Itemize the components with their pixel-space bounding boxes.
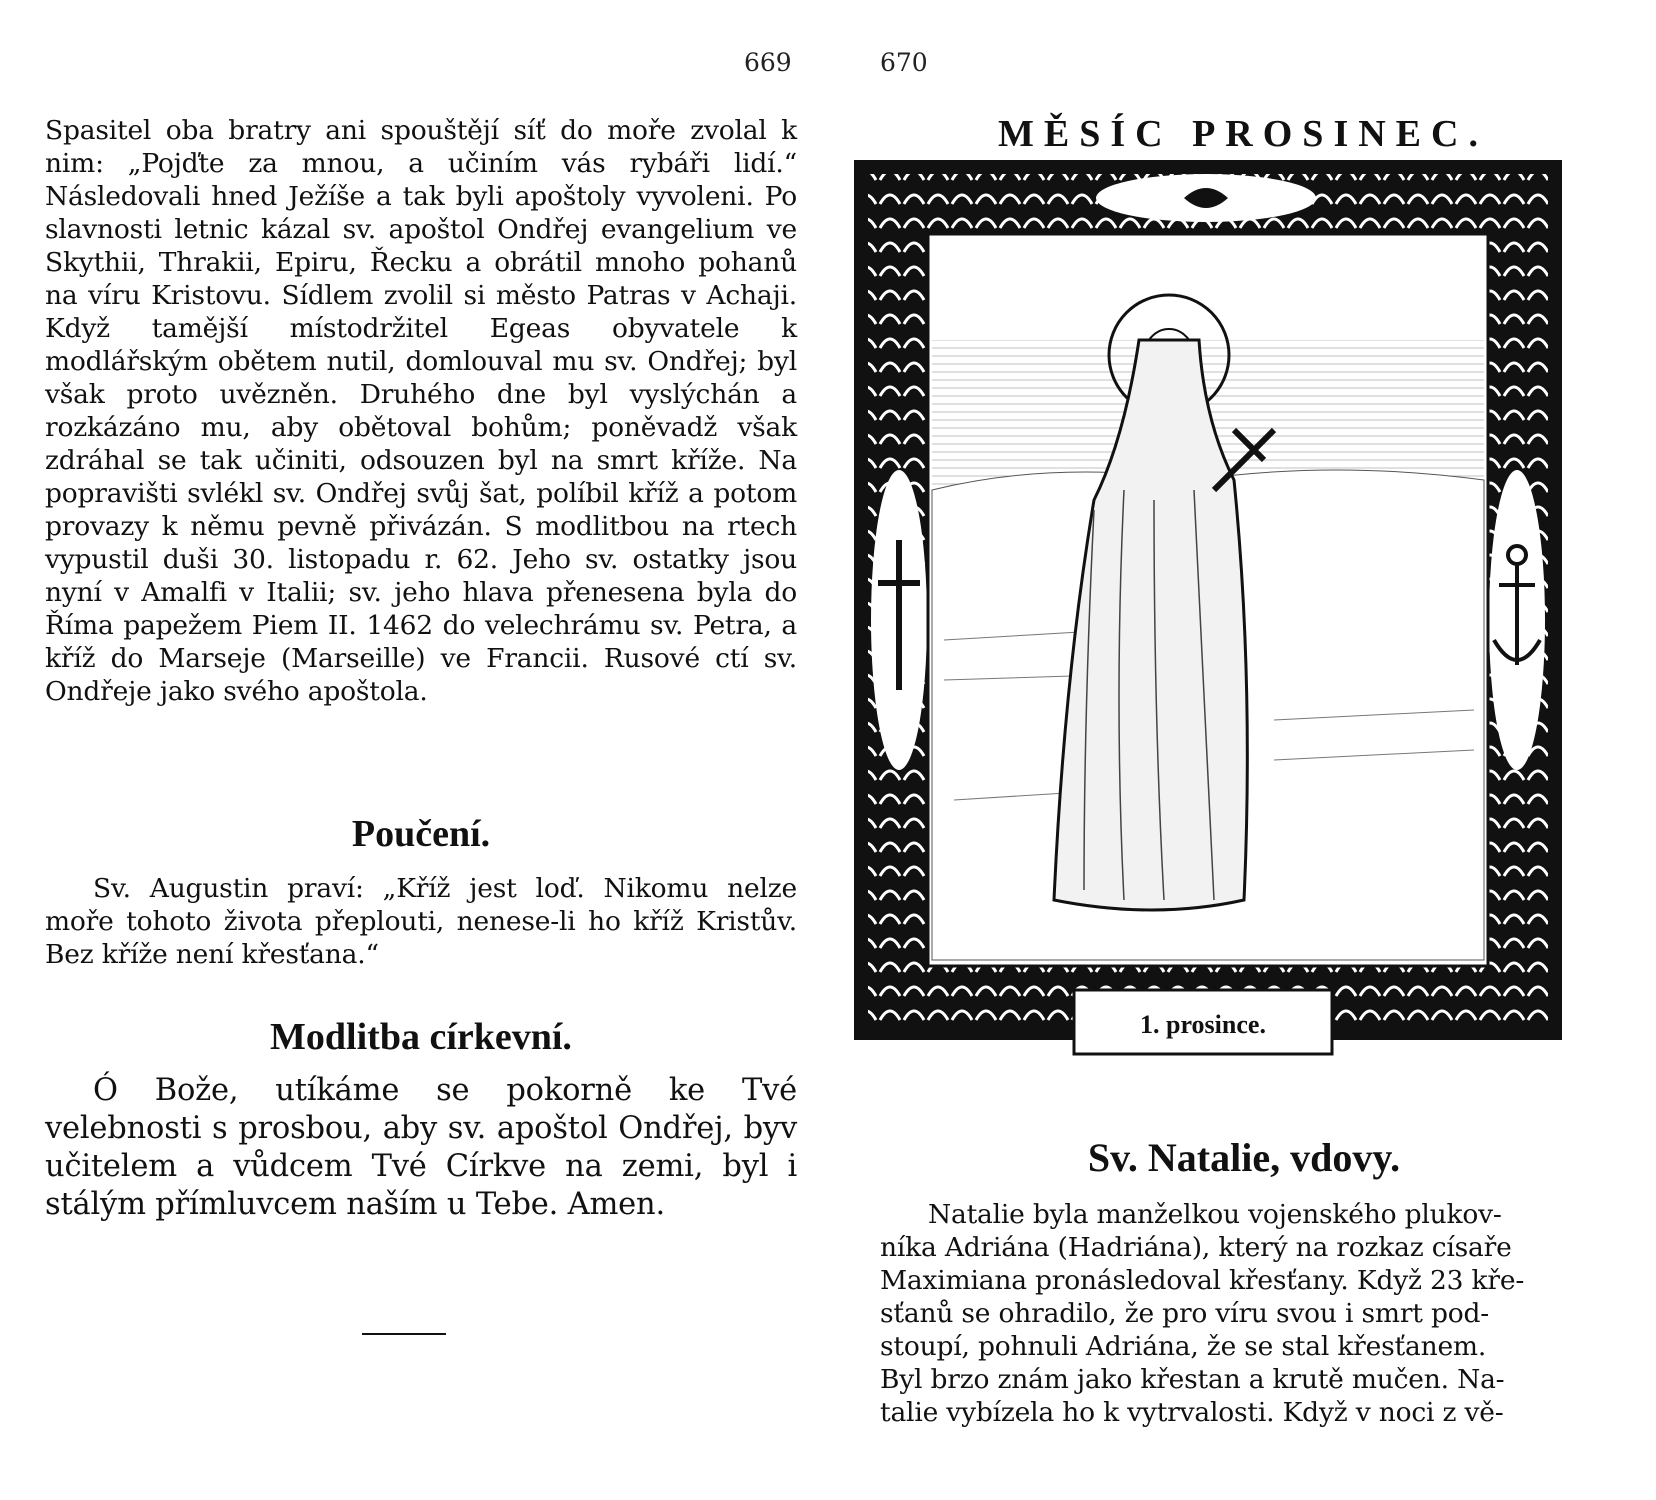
ornamental-frame: [854, 160, 1562, 1100]
prayer-text: Ó Bože, utíkáme se pokorně ke Tvé velebnosti s prosbou, aby sv. apoštol Ondřej, byv učitelem a vůdcem Tvé Církve na zemi, byl i stálým přímluvcem naším u Tebe. Amen.: [45, 1073, 797, 1222]
text-line: Maximiana pronásledoval křesťany. Když 23 kře-: [880, 1265, 1525, 1296]
month-title: MĚSÍC PROSINEC.: [998, 113, 1488, 155]
end-rule: [362, 1333, 446, 1335]
page-number-left: 669: [744, 48, 792, 77]
saint-illustration: [854, 160, 1562, 1100]
date-label: 1. prosince.: [1140, 1010, 1266, 1039]
page-number-right: 670: [880, 48, 928, 77]
text-line: sťanů se ohradilo, že pro víru svou i smrt pod-: [880, 1298, 1490, 1329]
right-page: [830, 0, 1656, 1500]
text-line: stoupí, pohnuli Adriána, že se stal křesťanem.: [880, 1331, 1487, 1362]
cross-icon: [896, 540, 902, 690]
text-line: talie vybízela ho k vytrvalosti. Když v noci z vě-: [880, 1397, 1504, 1428]
instruction-text: Sv. Augustin praví: „Kříž jest loď. Nikomu nelze moře tohoto života přeplouti, nenese-li ho kříž Kristův. Bez kříže není křesťana.“: [45, 873, 797, 970]
text-line: Byl brzo znám jako křestan a krutě mučen. Na-: [880, 1364, 1505, 1395]
text-line: Natalie byla manželkou vojenského plukov-: [928, 1199, 1502, 1230]
prayer-heading: Modlitba církevní.: [270, 1016, 572, 1058]
saint-title: Sv. Natalie, vdovy.: [1087, 1135, 1401, 1180]
left-main-text: Spasitel oba bratry ani spouštějí síť do moře zvolal k nim: „Pojďte za mnou, a učiním vás rybáři lidí.“ Následovali hned Ježíše a tak byli apoštoly vyvoleni. Po slavnosti letnic kázal sv. apoštol Ondřej evangelium ve Skythii, Thrakii, Epiru, Řecku a obrátil mnoho pohanů na víru Kristovu. Sídlem zvolil si město Patras v Achaji. Když tamější místodržitel Egeas obyvatele k modlářským obětem nutil, domlouval mu sv. Ondřej; byl však proto uvězněn. Druhého dne byl vyslýchán a rozkázáno mu, aby obětoval bohům; poněvadž však zdráhal se tak učiniti, odsouzen byl na smrt kříže. Na popravišti svlékl sv. Ondřej svůj šat, políbil kříž a potom provazy k němu pevně přivázán. S modlitbou na rtech vypustil duši 30. listopadu r. 62. Jeho sv. ostatky jsou nyní v Amalfi v Italii; sv. jeho hlava přenesena byla do Říma papežem Piem II. 1462 do velechrámu sv. Petra, a kříž do Marseje (Marseille) ve Francii. Rusové ctí sv. Ondřeje jako svého apoštola.: [45, 115, 797, 707]
left-page: [0, 0, 820, 1500]
text-line: níka Adriána (Hadriána), který na rozkaz císaře: [880, 1232, 1512, 1263]
instruction-heading: Poučení.: [351, 813, 491, 855]
right-main-text: [880, 1198, 1625, 1429]
